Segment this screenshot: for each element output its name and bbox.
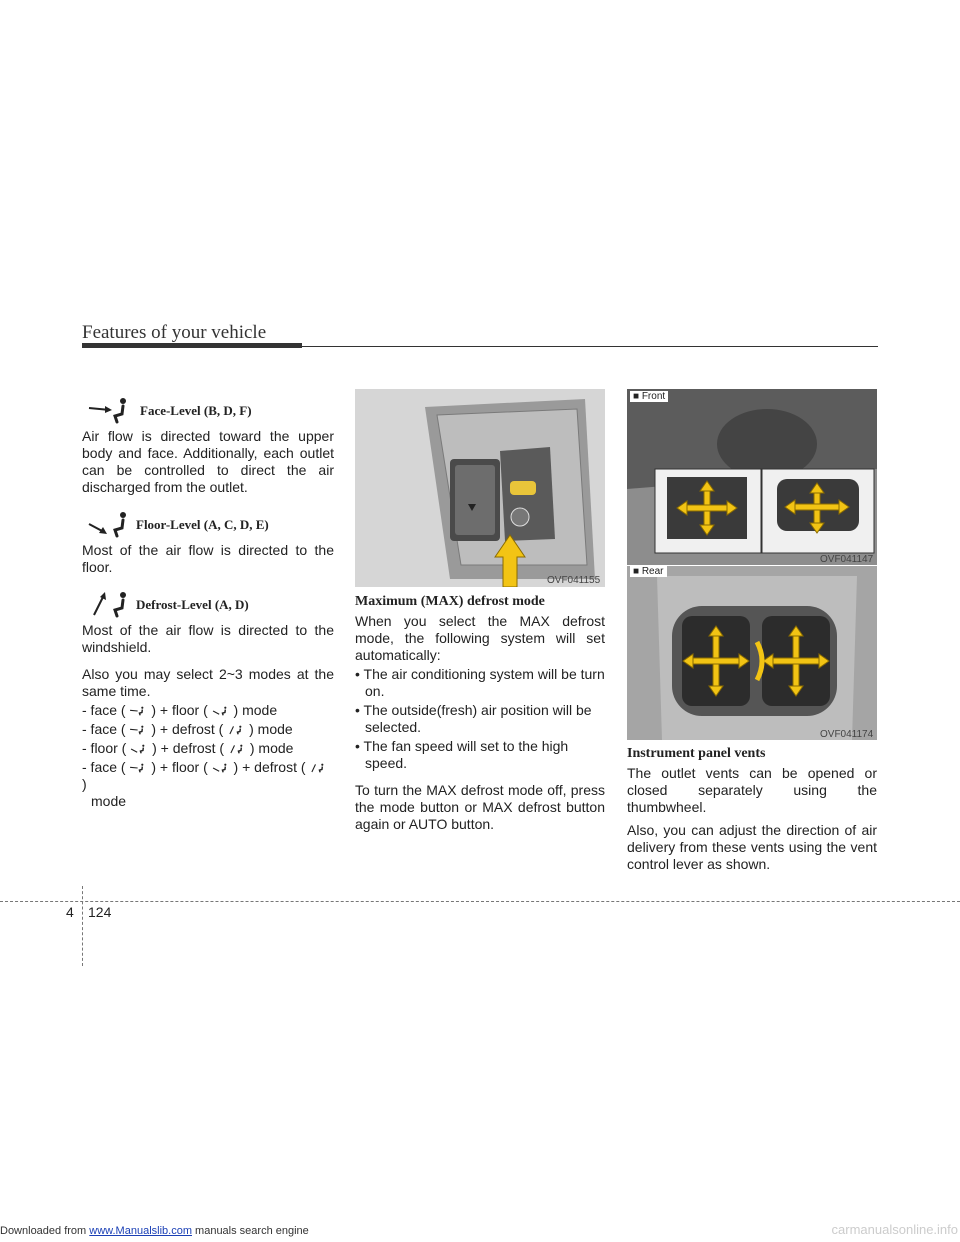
page-number: 124 <box>88 904 112 920</box>
max-defrost-heading: Maximum (MAX) defrost mode <box>355 594 545 609</box>
max-defrost-image-code: OVF041155 <box>547 575 601 586</box>
combo-text: ) + floor ( <box>151 702 208 718</box>
combo-text: ) mode <box>249 721 293 737</box>
front-image-code: OVF041147 <box>820 554 874 565</box>
defrost-vent-icon <box>309 761 327 775</box>
max-defrost-image <box>355 389 605 587</box>
also-text: Also you may select 2~3 modes at the same time. <box>82 666 334 699</box>
front-vents-illustration <box>627 389 877 565</box>
combo-floor-defrost <box>82 740 334 757</box>
rear-label: ■ Rear <box>630 566 667 577</box>
combo-text: ) + defrost ( <box>233 759 306 775</box>
floor-vent-icon <box>86 510 136 538</box>
list-item: • The air conditioning system will be turn on. <box>355 666 605 699</box>
max-defrost-column <box>355 593 605 843</box>
face-level-text: Air flow is directed toward the upper body and face. Additionally, each outlet can be controlled to direct the air discharged from the outlet. <box>82 428 334 495</box>
floor-level-text: Most of the air flow is directed to the floor. <box>82 542 334 575</box>
vents-heading: Instrument panel vents <box>627 746 766 761</box>
rear-image-code: OVF041174 <box>820 729 874 740</box>
page-divider <box>0 901 960 902</box>
manualslib-link[interactable]: www.Manualslib.com <box>89 1225 192 1237</box>
rear-vents-image <box>627 566 877 740</box>
face-level-title: Face-Level (B, D, F) <box>140 402 252 418</box>
floor-level-heading <box>82 506 334 542</box>
combo-text: ) mode <box>233 702 278 718</box>
watermark: carmanualsonline.info <box>831 1222 958 1237</box>
vents-text-1: The outlet vents can be opened or closed separately using the thumbwheel. <box>627 765 877 815</box>
combo-text: - face ( <box>82 759 126 775</box>
download-notice <box>0 1225 309 1237</box>
combo-face-floor-defrost <box>82 759 334 810</box>
defrost-button-illustration <box>355 389 605 587</box>
chapter-number: 4 <box>66 904 74 920</box>
header-rule <box>302 346 878 347</box>
list-item: • The outside(fresh) air position will be selected. <box>355 702 592 735</box>
front-label: ■ Front <box>630 391 668 402</box>
face-level-heading <box>82 392 334 428</box>
floor-vent-icon <box>130 742 148 756</box>
combo-text: - face ( <box>82 721 126 737</box>
front-vents-image <box>627 389 877 565</box>
max-defrost-intro: When you select the MAX defrost mode, the following system will set automatically: <box>355 613 605 663</box>
combo-face-floor <box>82 702 334 719</box>
combo-text: ) + floor ( <box>151 759 208 775</box>
floor-level-title: Floor-Level (A, C, D, E) <box>136 516 269 532</box>
page-number-divider <box>82 886 83 966</box>
combo-text: ) mode <box>249 740 294 756</box>
max-defrost-outro: To turn the MAX defrost mode off, press the mode button or MAX defrost button again or AUTO button. <box>355 782 605 832</box>
combo-text: mode <box>91 793 127 809</box>
rear-vents-illustration <box>627 566 877 740</box>
combo-text: - face ( <box>82 702 126 718</box>
download-suffix: manuals search engine <box>191 1225 309 1237</box>
combo-text: ) + defrost ( <box>152 740 225 756</box>
floor-vent-icon <box>212 761 230 775</box>
defrost-level-text: Most of the air flow is directed to the windshield. <box>82 622 334 655</box>
floor-vent-icon <box>212 704 230 718</box>
defrost-level-title: Defrost-Level (A, D) <box>136 596 249 612</box>
defrost-level-heading <box>82 586 334 622</box>
vents-column <box>627 745 877 883</box>
defrost-vent-icon <box>86 589 136 619</box>
download-prefix: Downloaded from <box>0 1225 90 1237</box>
list-item: • The fan speed will set to the high speed. <box>355 738 569 771</box>
face-vent-icon <box>129 723 147 737</box>
face-vent-icon <box>86 396 136 424</box>
header-bar <box>82 343 302 348</box>
max-defrost-list <box>355 666 605 772</box>
combo-text: - floor ( <box>82 740 127 756</box>
defrost-vent-icon <box>228 742 246 756</box>
defrost-vent-icon <box>227 723 245 737</box>
vents-text-2: Also, you can adjust the direction of air delivery from these vents using the vent control lever as shown. <box>627 822 877 872</box>
page-header-title: Features of your vehicle <box>82 322 267 343</box>
mode-combinations <box>82 702 334 810</box>
face-vent-icon <box>129 704 147 718</box>
combo-text: ) <box>82 776 87 792</box>
combo-face-defrost <box>82 721 334 738</box>
face-vent-icon <box>129 761 147 775</box>
modes-column <box>82 392 334 812</box>
combo-text: ) + defrost ( <box>151 721 224 737</box>
